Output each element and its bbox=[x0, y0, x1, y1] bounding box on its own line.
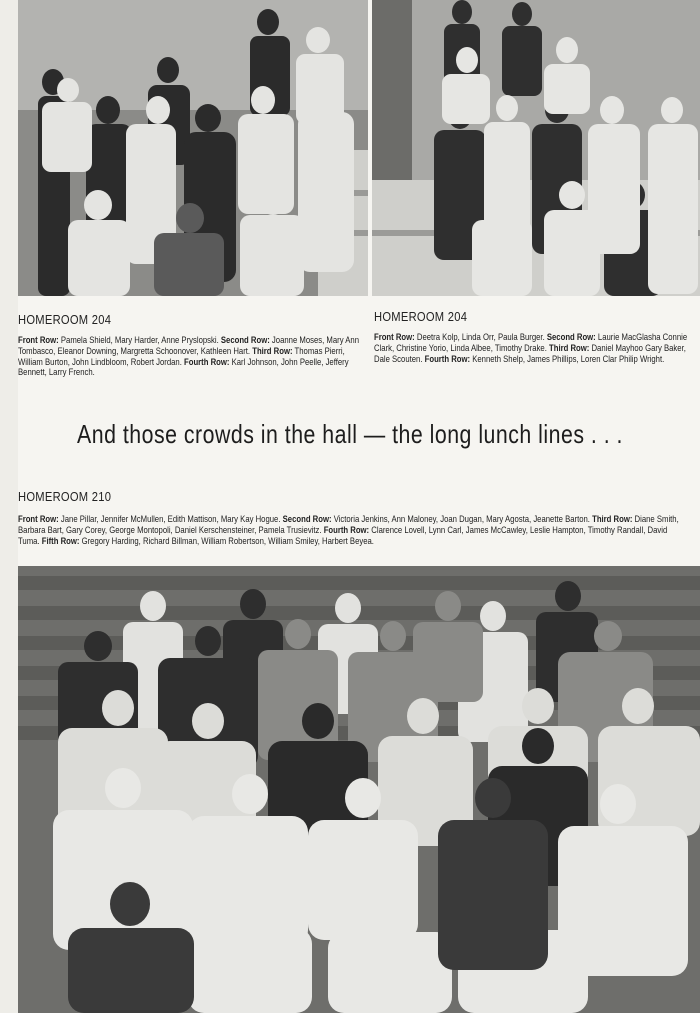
homeroom-title: HOMEROOM 204 bbox=[374, 309, 468, 324]
row-label: Front Row: bbox=[374, 332, 415, 342]
group-photo-image bbox=[372, 0, 700, 296]
row-label: Front Row: bbox=[18, 514, 59, 524]
row-names: Joanne Moses, Mary Ann Tombasco, Eleanor Downing, Margretta Schoonover, Kathleen Hart. bbox=[18, 335, 360, 356]
row-label: Fifth Row: bbox=[41, 535, 80, 546]
homeroom-204-photo-left bbox=[18, 0, 368, 296]
row-label: Third Row: bbox=[592, 514, 633, 524]
row-names: Clarence Lovell, Lynn Carl, James McCawley, Leslie Hampton, Timothy Randall, David Tuma. bbox=[18, 524, 668, 546]
row-label: Fourth Row: bbox=[323, 524, 370, 535]
page-tagline: And those crowds in the hall — the long lunch lines . . . bbox=[77, 419, 623, 449]
row-label: Second Row: bbox=[546, 332, 596, 342]
page-gutter bbox=[0, 0, 18, 1013]
student-names bbox=[18, 335, 362, 378]
caption-homeroom-210 bbox=[18, 489, 700, 546]
row-names: Thomas Pierri, William Burton, John Lindbloom, Robert Jordan. bbox=[18, 345, 345, 367]
row-label: Front Row: bbox=[18, 335, 59, 345]
row-names: Diane Smith, Barbara Bart, Gary Corey, George Montopoli, Daniel Kerschensteiner, Pamela Trusievitz. bbox=[18, 514, 679, 535]
row-names: Deetra Kolp, Linda Orr, Paula Burger. bbox=[416, 332, 547, 342]
homeroom-title: HOMEROOM 210 bbox=[18, 489, 112, 504]
row-names: Kenneth Shelp, James Phillips, Loren Clar Philip Wright. bbox=[472, 353, 665, 364]
row-names: Jane Pillar, Jennifer McMullen, Edith Mattison, Mary Kay Hogue. bbox=[60, 514, 283, 524]
caption-homeroom-204-right bbox=[374, 309, 700, 364]
group-photo-image bbox=[18, 566, 700, 1013]
student-names bbox=[374, 332, 700, 364]
homeroom-210-photo bbox=[18, 566, 700, 1013]
homeroom-204-photo-right bbox=[372, 0, 700, 296]
row-label: Third Row: bbox=[549, 342, 590, 353]
group-photo-image bbox=[18, 0, 368, 296]
caption-homeroom-204-left bbox=[18, 312, 428, 378]
student-names bbox=[18, 514, 690, 546]
row-label: Second Row: bbox=[220, 335, 270, 345]
row-names: Gregory Harding, Richard Billman, William Robertson, William Smiley, Harbert Beyea. bbox=[81, 535, 374, 546]
row-label: Fourth Row: bbox=[184, 356, 230, 367]
row-names: Laurie MacGlasha Connie Clark, Christine Yorio, Linda Albee, Timothy Drake. bbox=[374, 332, 688, 353]
row-names: Karl Johnson, John Peelle, Jeffery Bennett, Larry French. bbox=[18, 356, 349, 378]
homeroom-title: HOMEROOM 204 bbox=[18, 312, 112, 327]
row-label: Fourth Row: bbox=[424, 353, 471, 364]
row-names: Pamela Shield, Mary Harder, Anne Pryslopski. bbox=[60, 335, 221, 345]
row-label: Second Row: bbox=[282, 514, 332, 524]
row-names: Daniel Mayhoo Gary Baker, Dale Scouten. bbox=[374, 342, 686, 364]
row-label: Third Row: bbox=[252, 345, 293, 356]
row-names: Victoria Jenkins, Ann Maloney, Joan Dugan, Mary Agosta, Jeanette Barton. bbox=[333, 514, 593, 524]
